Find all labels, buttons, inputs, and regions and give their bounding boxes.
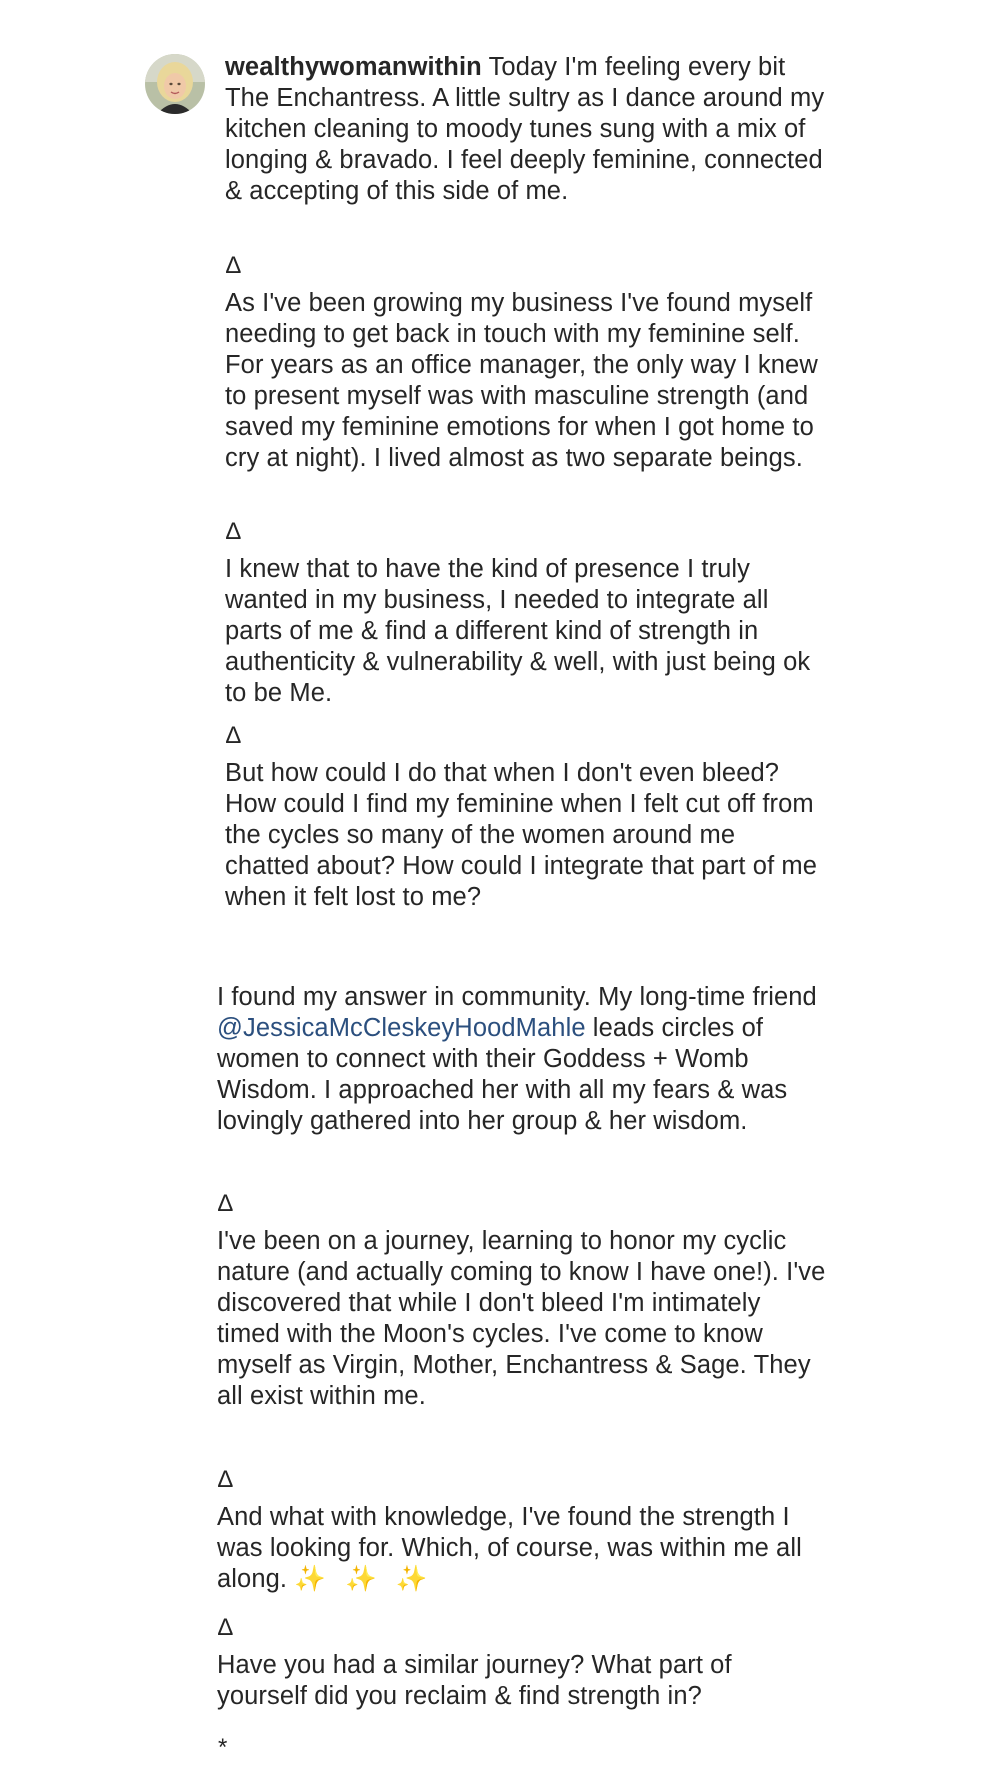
caption-paragraph [217, 982, 827, 1137]
caption-paragraph: Have you had a similar journey? What part of yourself did you reclaim & find strength in? [217, 1651, 732, 1710]
post-caption-intro [225, 52, 825, 207]
caption-paragraph: I knew that to have the kind of presence I truly wanted in my business, I needed to integrate all parts of me & find a different kind of strength in authenticity & vulnerability & well, with just being ok to be Me. [225, 555, 811, 707]
end-mark: * [218, 1734, 228, 1761]
separator: ∆ [218, 1614, 233, 1641]
caption-paragraph: I've been on a journey, learning to honor my cyclic nature (and actually coming to know I have one!). I've discovered that while I don't bleed I'm intimately timed with the Moon's cycles. I've come to know myself as Virgin, Mother, Enchantress & Sage. They all exist within me. [217, 1227, 826, 1410]
sparkles-icon: ✨ ✨ ✨ [294, 1565, 434, 1593]
caption-text: And what with knowledge, I've found the strength I was looking for. Which, of course, was within me all along. [217, 1503, 802, 1593]
caption-paragraph [217, 1502, 827, 1595]
caption-text: Today I'm feeling every bit The Enchantress. A little sultry as I dance around my kitchen cleaning to moody tunes sung with a mix of longing & bravado. I feel deeply feminine, connected & accepting of this side of me. [225, 53, 825, 205]
avatar[interactable] [145, 54, 205, 114]
separator: ∆ [226, 252, 241, 279]
username-link[interactable]: wealthywomanwithin [225, 53, 482, 81]
caption-paragraph: But how could I do that when I don't even bleed? How could I find my feminine when I felt cut off from the cycles so many of the women around me chatted about? How could I integrate that part of me when it felt lost to me? [225, 759, 818, 911]
separator: ∆ [226, 722, 241, 749]
separator: ∆ [226, 518, 241, 545]
separator: ∆ [218, 1190, 233, 1217]
caption-text: leads circles of women to connect with their Goddess + Womb Wisdom. I approached her with all my fears & was lovingly gathered into her group & her wisdom. [217, 1014, 788, 1135]
caption-text: I found my answer in community. My long-time friend [217, 983, 817, 1011]
mention-link[interactable]: @JessicaMcCleskeyHoodMahle [217, 1014, 586, 1042]
caption-paragraph: As I've been growing my business I've found myself needing to get back in touch with my feminine self. For years as an office manager, the only way I knew to present myself was with masculine strength (and saved my feminine emotions for when I got home to cry at night). I lived almost as two separate beings. [225, 289, 818, 472]
separator: ∆ [218, 1466, 233, 1493]
profile-photo-icon [145, 54, 205, 114]
